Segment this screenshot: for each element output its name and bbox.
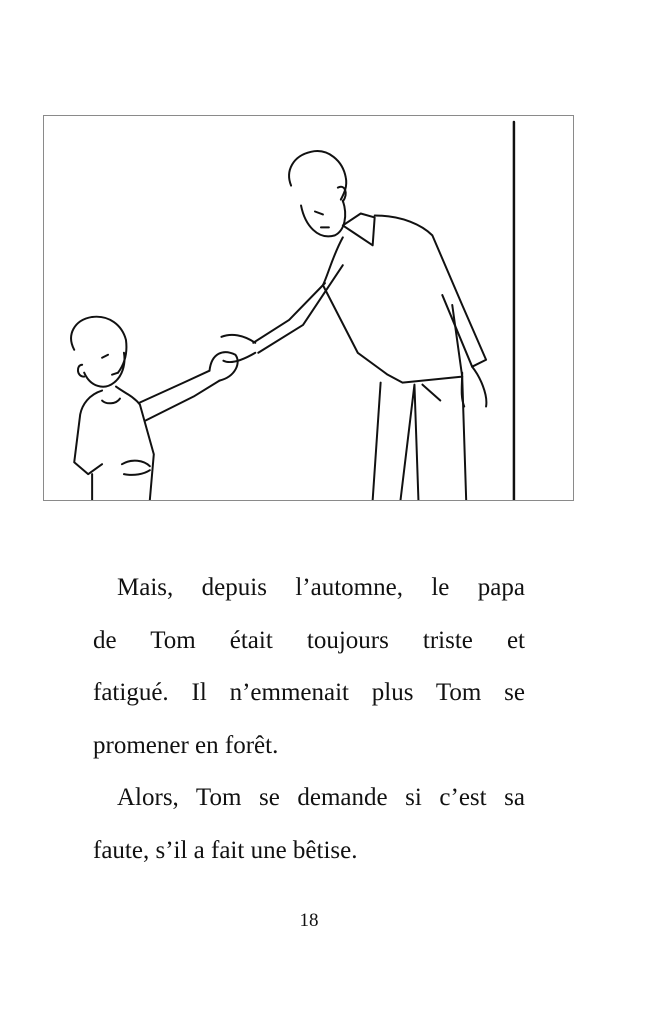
illustration-frame — [43, 115, 574, 501]
text-line: Mais, depuis l’automne, le papa — [117, 574, 525, 601]
page-number: 18 — [299, 910, 319, 931]
text-line: faute, s’il a fait une bêtise. — [93, 836, 358, 864]
text-line: fatigué. Il n’emmenait plus Tom se — [93, 679, 525, 706]
father-and-son-illustration — [44, 116, 573, 500]
text-line: promener en forêt. — [93, 731, 279, 759]
text-line: Alors, Tom se demande si c’est sa — [117, 784, 525, 811]
paragraph-1 — [93, 562, 525, 772]
text-line: de Tom était toujours triste et — [93, 626, 525, 654]
paragraph-2 — [93, 772, 525, 877]
story-text — [93, 562, 525, 877]
